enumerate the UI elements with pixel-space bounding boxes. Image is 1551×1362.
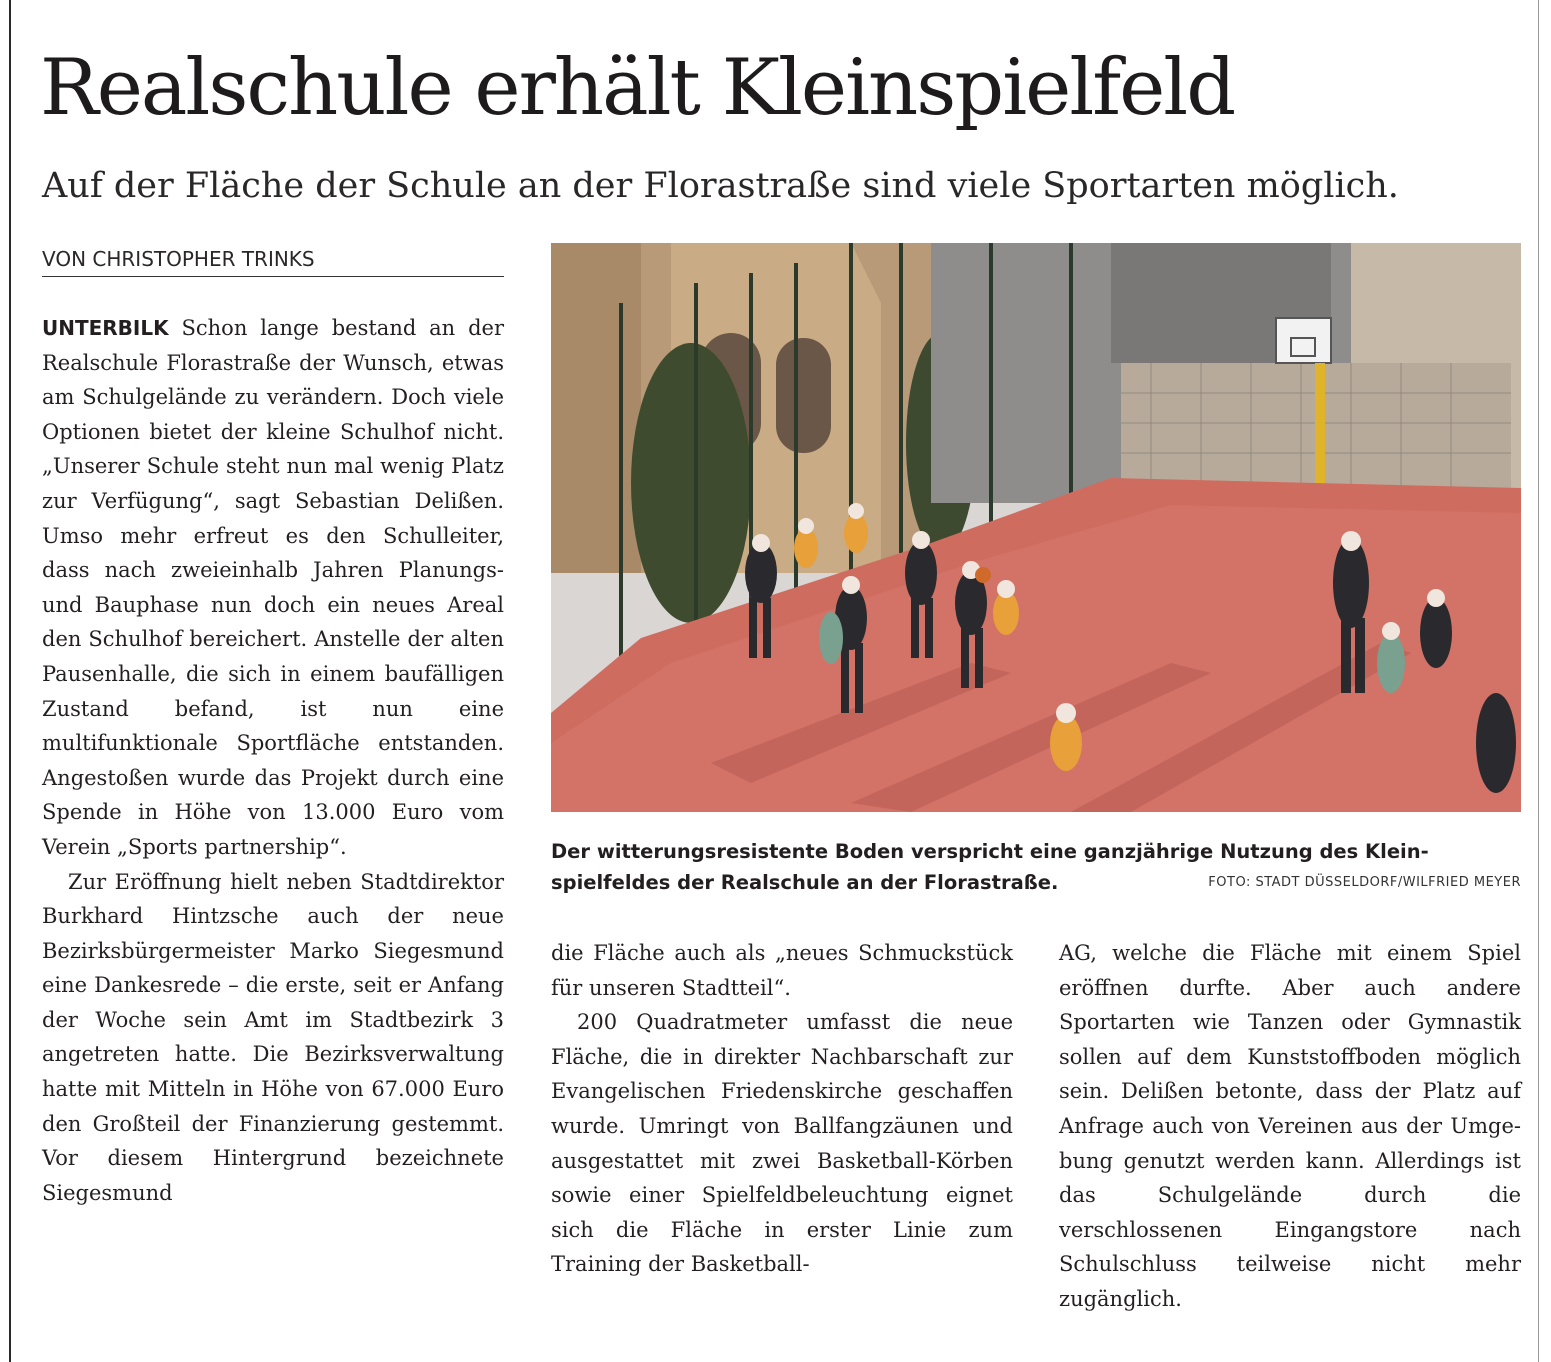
paragraph-3: die Fläche auch als „neues Schmuckstück für unseren Stadtteil“. <box>551 941 1013 1000</box>
basketball <box>975 567 991 583</box>
text-column-2 <box>551 936 1013 1282</box>
paragraph-4: 200 Quadratmeter umfasst die neue Fläche, die in direkter Nachbarschaft zur Evangelischen Friedenskirche geschaffen wurde. Umringt von Ballfangzäunen und ausgestattet mit zwei Basketball-Körben sowie einer Spielfeldbeleuchtung eignet sich die Fläche in erster Linie zum Training der Basketball- <box>551 1010 1013 1277</box>
caption-text: Der witterungsresistente Boden verspricht eine ganzjährige Nutzung des Kleinspielfeldes der Realschule an der Florastraße. <box>551 840 1429 894</box>
text-column-3 <box>1059 936 1521 1317</box>
sports-court-photo <box>551 243 1521 812</box>
paragraph-1-text: Schon lange bestand an der Realschule Florastraße der Wunsch, etwas am Schulgelände zu verändern. Doch viele Optionen bietet der kleine Schulhof nicht. „Unserer Schule steht nun mal wenig Platz zur Verfügung“, sagt Sebastian Delißen. Umso mehr erfreut es den Schulleiter, dass nach zweieinhalb Jahren Planungs- und Bauphase nun doch ein neues Areal den Schulhof bereichert. Anstelle der alten Pausenhalle, die sich in einem baufälligen Zustand befand, ist nun eine multifunktionale Sportfläche entstanden. Angestoßen wurde das Projekt durch eine Spende in Höhe von 13.000 Euro vom Verein „Sports partnership“. <box>42 316 504 859</box>
article-photo <box>551 243 1521 812</box>
subheadline: Auf der Fläche der Schule an der Florastraße sind viele Sportarten möglich. <box>42 166 1399 206</box>
byline: VON CHRISTOPHER TRINKS <box>42 244 504 277</box>
paragraph-1 <box>42 311 504 865</box>
paragraph-5: AG, welche die Fläche mit einem Spiel eröffnen durfte. Aber auch andere Sportarten wie Tanzen oder Gymnastik sollen auf dem Kunststoffboden möglich sein. Delißen betonte, dass der Platz auf Anfrage auch von Vereinen aus der Umgebung genutzt werden kann. Allerdings ist das Schulgelände durch die verschlossenen Eingangstore nach Schulschluss teilweise nicht mehr zugänglich. <box>1059 941 1521 1311</box>
page-border-left <box>9 0 11 1362</box>
photo-credit: FOTO: STADT DÜSSELDORF/WILFRIED MEYER <box>1208 875 1521 890</box>
paragraph-2: Zur Eröffnung hielt neben Stadtdirektor Burkhard Hintzsche auch der neue Bezirksbürgermeister Marko Siegesmund eine Dankesrede – die erste, seit er Anfang der Woche sein Amt im Stadtbezirk 3 angetreten hatte. Die Bezirksverwaltung hatte mit Mitteln in Höhe von 67.000 Euro den Großteil der Finanzierung gestemmt. Vor diesem Hintergrund bezeichnete Siegesmund <box>42 869 504 1205</box>
photo-caption <box>551 836 1521 898</box>
text-column-1 <box>42 311 504 1210</box>
headline: Realschule erhält Kleinspielfeld <box>40 43 1235 133</box>
page-border-right <box>1538 0 1539 1362</box>
dateline: UNTERBILK <box>42 316 169 340</box>
